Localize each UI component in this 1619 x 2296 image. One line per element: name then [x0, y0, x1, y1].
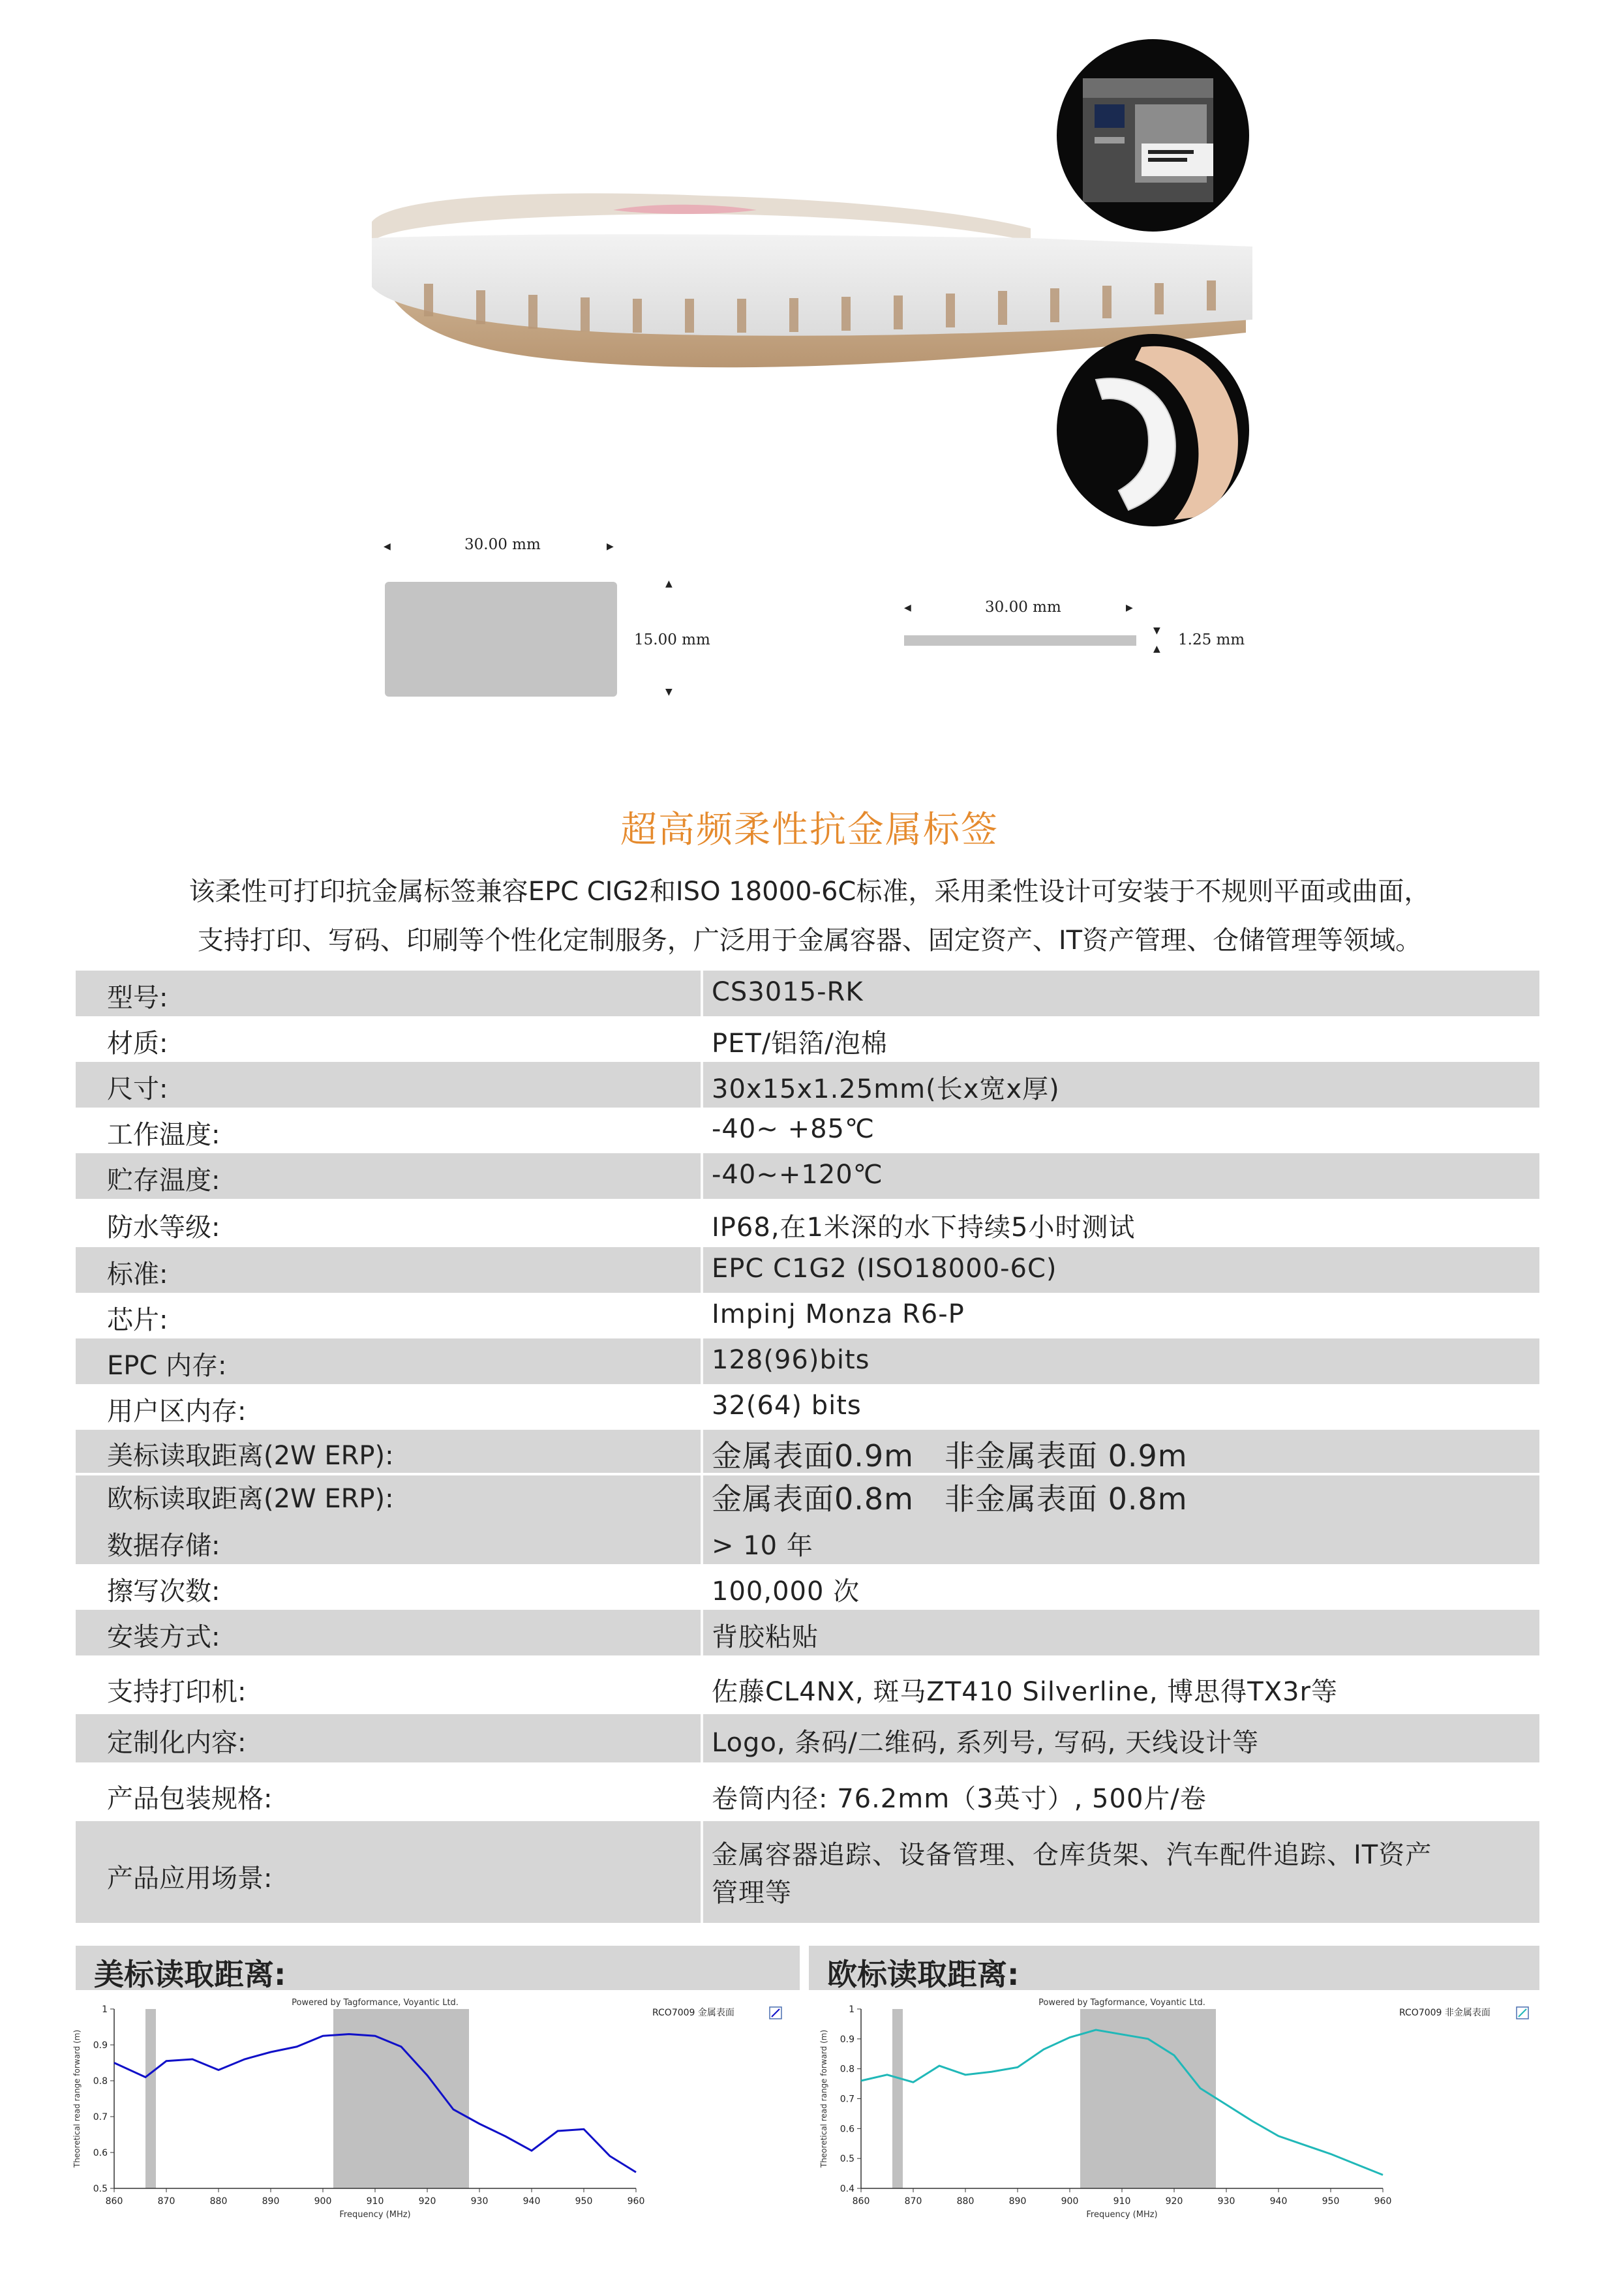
us-x-tick-label: 860 — [105, 2196, 123, 2207]
us-y-tick-label: 1 — [102, 2004, 108, 2015]
us-legend-label: RCO7009 金属表面 — [652, 2008, 734, 2018]
eu-shaded-band — [892, 2009, 903, 2188]
spec-row — [76, 971, 1539, 1016]
spec-label: 定制化内容: — [107, 1728, 247, 1758]
spec-value: Logo, 条码/二维码, 系列号, 写码, 天线设计等 — [712, 1728, 1260, 1758]
arrow-right-icon: ▶ — [1126, 603, 1133, 613]
us-x-tick-label: 870 — [157, 2196, 175, 2207]
spec-row — [76, 1338, 1539, 1384]
product-image-area — [0, 0, 1619, 770]
tag-front-view — [385, 582, 617, 697]
eu-x-tick-label: 880 — [956, 2196, 975, 2207]
us-x-tick-label: 960 — [627, 2196, 645, 2207]
eu-read-range-chart — [812, 1996, 1549, 2231]
us-x-tick-label: 950 — [575, 2196, 593, 2207]
spec-label: 产品应用场景: — [107, 1864, 273, 1894]
us-shaded-band — [145, 2009, 156, 2188]
us-x-tick-label: 910 — [366, 2196, 384, 2207]
spec-value: 金属表面0.8m 非金属表面 0.8m — [712, 1481, 1188, 1517]
spec-row — [76, 1247, 1539, 1293]
page-title: 超高频柔性抗金属标签 — [620, 809, 999, 851]
spec-row — [76, 1293, 1539, 1338]
eu-y-tick-label: 0.8 — [840, 2064, 855, 2075]
eu-y-tick-label: 0.5 — [840, 2154, 855, 2165]
eu-chart-title: 欧标读取距离: — [827, 1957, 1020, 1992]
spec-label: 工作温度: — [107, 1120, 220, 1150]
spec-label: EPC 内存: — [107, 1351, 227, 1381]
eu-x-tick-label: 860 — [852, 2196, 870, 2207]
eu-chart-title: Powered by Tagformance, Voyantic Ltd. — [1038, 1998, 1205, 2008]
arrow-left-icon: ◀ — [904, 603, 911, 613]
spec-value: 金属容器追踪、设备管理、仓库货架、汽车配件追踪、IT资产 — [712, 1840, 1432, 1870]
us-chart-header — [76, 1946, 800, 1990]
arrow-up-icon: ▲ — [1153, 644, 1160, 654]
eu-x-tick-label: 960 — [1374, 2196, 1392, 2207]
arrow-up-icon: ▲ — [665, 579, 673, 589]
eu-legend-label: RCO7009 非金属表面 — [1399, 2008, 1490, 2018]
arrow-right-icon: ▶ — [607, 541, 614, 552]
spec-value: 32(64) bits — [712, 1391, 862, 1421]
spec-row — [76, 1517, 1539, 1564]
eu-shaded-band — [1080, 2009, 1216, 2188]
eu-x-axis-label: Frequency (MHz) — [1086, 2210, 1158, 2220]
spec-label: 贮存温度: — [107, 1166, 220, 1196]
eu-y-tick-label: 0.7 — [840, 2094, 855, 2105]
spec-label: 擦写次数: — [107, 1577, 220, 1607]
spec-row — [76, 1714, 1539, 1762]
spec-row — [76, 1762, 1539, 1821]
us-x-tick-label: 940 — [522, 2196, 541, 2207]
us-x-tick-label: 930 — [470, 2196, 489, 2207]
spec-row — [76, 1153, 1539, 1199]
spec-label: 尺寸: — [107, 1074, 168, 1104]
eu-y-tick-label: 0.6 — [840, 2124, 855, 2135]
spec-value: -40~ +85℃ — [712, 1114, 875, 1144]
intro-line-1: 该柔性可打印抗金属标签兼容EPC CIG2和ISO 18000-6C标准，采用柔性设计可安装于不规则平面或曲面， — [189, 877, 1430, 907]
spec-label: 用户区内存: — [107, 1397, 247, 1427]
intro-line-2: 支持打印、写码、印刷等个性化定制服务，广泛用于金属容器、固定资产、IT资产管理、仓储管理等领域。 — [197, 926, 1422, 956]
spec-label: 支持打印机: — [107, 1677, 247, 1707]
spec-value: IP68,在1米深的水下持续5小时测试 — [712, 1213, 1136, 1243]
eu-x-tick-label: 890 — [1008, 2196, 1027, 2207]
us-y-tick-label: 0.5 — [93, 2184, 108, 2194]
us-shaded-band — [333, 2009, 469, 2188]
spec-label: 安装方式: — [107, 1622, 220, 1652]
spec-row — [76, 1655, 1539, 1714]
spec-value: PET/铝箔/泡棉 — [712, 1029, 888, 1059]
printer-photo — [1057, 39, 1249, 232]
us-y-axis-label: Theoretical read range forward (m) — [72, 2029, 82, 2168]
us-x-tick-label: 920 — [418, 2196, 436, 2207]
spec-value: 30x15x1.25mm(长x宽x厚) — [712, 1074, 1060, 1104]
spec-value: 100,000 次 — [712, 1577, 860, 1607]
eu-x-tick-label: 870 — [904, 2196, 922, 2207]
spec-row — [76, 1016, 1539, 1062]
spec-row — [76, 1199, 1539, 1247]
spec-value: EPC C1G2 (ISO18000-6C) — [712, 1254, 1057, 1284]
spec-value: 背胶粘贴 — [712, 1622, 819, 1652]
spec-row — [76, 1062, 1539, 1108]
column-divider — [701, 971, 703, 1923]
us-y-tick-label: 0.9 — [93, 2040, 108, 2051]
us-chart-title: 美标读取距离: — [94, 1957, 286, 1992]
eu-y-tick-label: 0.9 — [840, 2034, 855, 2045]
arrow-down-icon: ▼ — [1153, 626, 1160, 636]
spec-value: 金属表面0.9m 非金属表面 0.9m — [712, 1438, 1188, 1473]
us-x-tick-label: 900 — [314, 2196, 332, 2207]
spec-label: 材质: — [107, 1029, 168, 1059]
eu-x-tick-label: 910 — [1113, 2196, 1131, 2207]
eu-x-tick-label: 900 — [1061, 2196, 1079, 2207]
us-y-tick-label: 0.6 — [93, 2148, 108, 2158]
spec-value-continued: 管理等 — [712, 1878, 792, 1908]
spec-label: 产品包装规格: — [107, 1784, 273, 1814]
eu-y-tick-label: 1 — [849, 2004, 855, 2015]
us-x-axis-label: Frequency (MHz) — [339, 2210, 411, 2220]
spec-row — [76, 1384, 1539, 1430]
spec-row — [76, 1430, 1539, 1473]
us-read-range-chart — [65, 1996, 802, 2231]
eu-y-axis-label: Theoretical read range forward (m) — [819, 2029, 828, 2168]
flexible-label-photo — [1057, 334, 1249, 526]
eu-x-tick-label: 940 — [1269, 2196, 1288, 2207]
spec-value: 佐藤CL4NX, 斑马ZT410 Silverline, 博思得TX3r等 — [712, 1677, 1339, 1707]
spec-row — [76, 1475, 1539, 1517]
arrow-down-icon: ▼ — [665, 687, 673, 697]
spec-label: 欧标读取距离(2W ERP): — [107, 1484, 394, 1514]
eu-chart-header — [809, 1946, 1539, 1990]
spec-value: 128(96)bits — [712, 1345, 870, 1375]
us-x-tick-label: 890 — [262, 2196, 280, 2207]
us-y-tick-label: 0.7 — [93, 2112, 108, 2122]
side-width-label: 30.00 mm — [985, 599, 1061, 616]
spec-value: CS3015-RK — [712, 977, 864, 1007]
us-x-tick-label: 880 — [209, 2196, 228, 2207]
spec-value: Impinj Monza R6-P — [712, 1299, 965, 1329]
spec-value: -40~+120℃ — [712, 1160, 883, 1190]
arrow-left-icon: ◀ — [384, 541, 391, 552]
spec-row — [76, 1610, 1539, 1655]
spec-value: > 10 年 — [712, 1531, 813, 1561]
spec-row — [76, 1821, 1539, 1923]
spec-label: 芯片: — [107, 1305, 168, 1335]
us-y-tick-label: 0.8 — [93, 2076, 108, 2087]
spec-row — [76, 1108, 1539, 1153]
spec-label: 美标读取距离(2W ERP): — [107, 1441, 394, 1471]
tag-side-view — [904, 635, 1136, 646]
spec-label: 防水等级: — [107, 1213, 220, 1243]
spec-label: 标准: — [107, 1260, 168, 1290]
front-height-label: 15.00 mm — [634, 631, 710, 648]
eu-y-tick-label: 0.4 — [840, 2184, 855, 2194]
spec-value: 卷筒内径: 76.2mm（3英寸）, 500片/卷 — [712, 1784, 1207, 1814]
spec-row — [76, 1564, 1539, 1610]
eu-x-tick-label: 950 — [1322, 2196, 1340, 2207]
side-thickness-label: 1.25 mm — [1178, 631, 1245, 648]
front-width-label: 30.00 mm — [464, 536, 541, 553]
eu-x-tick-label: 920 — [1165, 2196, 1183, 2207]
spec-label: 型号: — [107, 983, 168, 1013]
eu-x-tick-label: 930 — [1217, 2196, 1235, 2207]
us-chart-title: Powered by Tagformance, Voyantic Ltd. — [292, 1998, 459, 2008]
spec-label: 数据存储: — [107, 1531, 220, 1561]
